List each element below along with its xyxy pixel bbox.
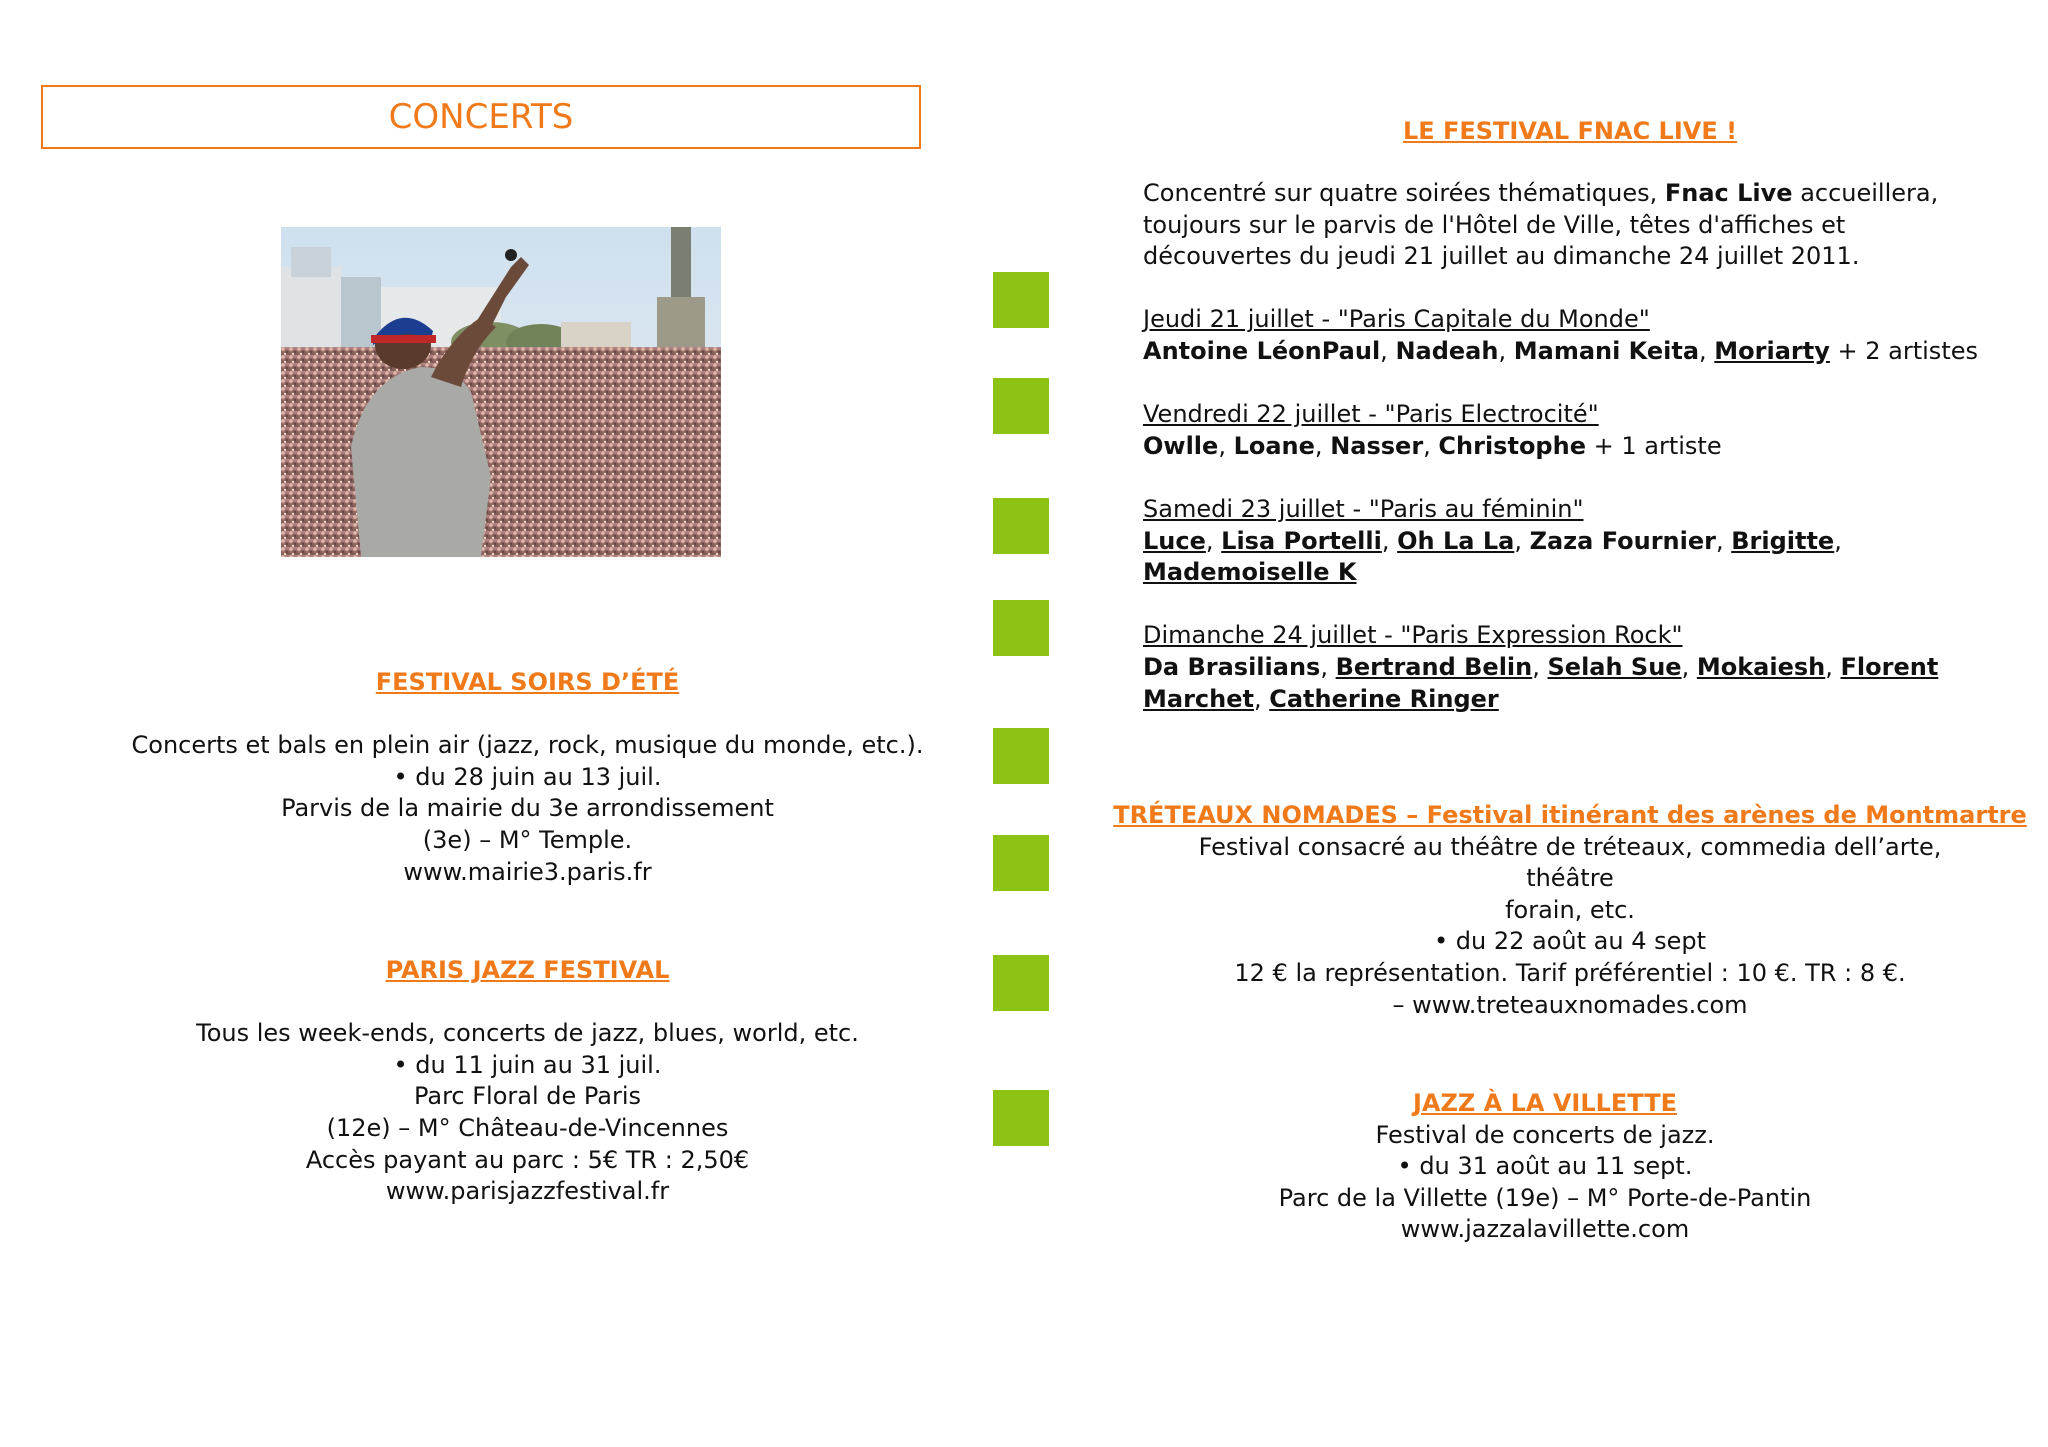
artist-link[interactable]: Moriarty [1714, 336, 1830, 365]
artist-link[interactable]: Lisa Portelli [1221, 526, 1382, 555]
fnac-live-artists: Marchet, Catherine Ringer [1143, 684, 1499, 713]
fnac-live-artists: Antoine LéonPaul, Nadeah, Mamani Keita, Moriarty + 2 artistes [1143, 336, 1978, 365]
jazz-villette-line: • du 31 août au 11 sept. [1397, 1152, 1693, 1181]
fnac-live-day-title: Jeudi 21 juillet - "Paris Capitale du Monde" [1143, 305, 1650, 334]
treteaux-nomades-title: TRÉTEAUX NOMADES – Festival itinérant des arènes de Montmartre [1113, 801, 2027, 829]
festival-soirs-ete-title: FESTIVAL SOIRS D’ÉTÉ [375, 668, 680, 696]
festival-soirs-ete-line: (3e) – M° Temple. [422, 825, 633, 854]
paris-jazz-festival-line: Parc Floral de Paris [413, 1082, 642, 1111]
page-title: CONCERTS [41, 85, 921, 149]
artist-link[interactable]: Mokaiesh [1696, 652, 1826, 681]
green-square-decoration [993, 600, 1049, 656]
festival-soirs-ete-line: Parvis de la mairie du 3e arrondissement [281, 794, 774, 823]
green-square-decoration [993, 955, 1049, 1011]
green-square-decoration [993, 1090, 1049, 1146]
fnac-live-section [1143, 178, 2033, 715]
green-square-decoration [993, 728, 1049, 784]
artist-link[interactable]: Brigitte [1731, 526, 1835, 555]
artist-link[interactable]: Selah Sue [1547, 652, 1682, 681]
fnac-live-artists: Owlle, Loane, Nasser, Christophe + 1 artiste [1143, 431, 1722, 460]
artist-link[interactable]: Bertrand Belin [1335, 652, 1533, 681]
artist-link[interactable]: Marchet [1143, 684, 1254, 713]
festival-soirs-ete-line: • du 28 juin au 13 juil. [393, 762, 662, 791]
paris-jazz-festival-line: Accès payant au parc : 5€ TR : 2,50€ [305, 1145, 750, 1174]
paris-jazz-festival-section [50, 955, 1005, 1208]
paris-jazz-festival-title: PARIS JAZZ FESTIVAL [385, 956, 670, 984]
fnac-live-day-title: Dimanche 24 juillet - "Paris Expression Rock" [1143, 621, 1683, 650]
treteaux-nomades-line: forain, etc. [1505, 895, 1635, 924]
jazz-villette-line: Festival de concerts de jazz. [1375, 1120, 1715, 1149]
paris-jazz-festival-line: www.parisjazzfestival.fr [385, 1177, 670, 1206]
green-square-decoration [993, 835, 1049, 891]
treteaux-nomades-line: théâtre [1526, 864, 1614, 893]
artist-link[interactable]: Luce [1143, 526, 1206, 555]
fnac-live-artists: Da Brasilians, Bertrand Belin, Selah Sue, Mokaiesh, Florent [1143, 652, 1939, 681]
concert-photo-image [281, 227, 721, 557]
concert-photo [281, 227, 721, 557]
treteaux-nomades-line: Festival consacré au théâtre de tréteaux, commedia dell’arte, [1198, 832, 1942, 861]
jazz-villette-line: www.jazzalavillette.com [1400, 1215, 1690, 1244]
artist-link[interactable]: Florent [1840, 652, 1939, 681]
fnac-live-intro: toujours sur le parvis de l'Hôtel de Ville, têtes d'affiches et [1143, 210, 1846, 239]
treteaux-nomades-line: 12 € la représentation. Tarif préférentiel : 10 €. TR : 8 €. [1234, 958, 1906, 987]
fnac-live-intro: Concentré sur quatre soirées thématiques, Fnac Live accueillera, [1143, 179, 1939, 207]
green-square-decoration [993, 498, 1049, 554]
fnac-live-title: LE FESTIVAL FNAC LIVE ! [1402, 117, 1738, 145]
festival-soirs-ete-section [50, 667, 1005, 888]
green-square-decoration [993, 378, 1049, 434]
paris-jazz-festival-line: • du 11 juin au 31 juil. [393, 1050, 662, 1079]
fnac-live-intro: découvertes du jeudi 21 juillet au dimanche 24 juillet 2011. [1143, 242, 1860, 271]
paris-jazz-festival-line: Tous les week-ends, concerts de jazz, blues, world, etc. [196, 1019, 859, 1048]
green-square-decoration [993, 272, 1049, 328]
fnac-live-artists [1143, 557, 2033, 589]
treteaux-nomades-line: • du 22 août au 4 sept [1433, 927, 1707, 956]
treteaux-nomades-section [1110, 800, 2030, 1021]
artist-link[interactable]: Oh La La [1397, 526, 1515, 555]
fnac-live-artists: Luce, Lisa Portelli, Oh La La, Zaza Fournier, Brigitte, [1143, 526, 1842, 555]
paris-jazz-festival-line: (12e) – M° Château-de-Vincennes [326, 1113, 729, 1142]
jazz-villette-title: JAZZ À LA VILLETTE [1413, 1089, 1677, 1117]
jazz-villette-section [1085, 1088, 2005, 1246]
treteaux-nomades-line: – www.treteauxnomades.com [1392, 990, 1748, 1019]
artist-link[interactable]: Catherine Ringer [1269, 684, 1499, 713]
artist-link[interactable]: Mademoiselle K [1143, 558, 1357, 587]
fnac-live-day-title: Samedi 23 juillet - "Paris au féminin" [1143, 494, 1584, 523]
festival-soirs-ete-line: Concerts et bals en plein air (jazz, rock, musique du monde, etc.). [131, 731, 924, 760]
jazz-villette-line: Parc de la Villette (19e) – M° Porte-de-Pantin [1278, 1183, 1812, 1212]
fnac-live-day-title: Vendredi 22 juillet - "Paris Electrocité" [1143, 400, 1599, 429]
festival-soirs-ete-line: www.mairie3.paris.fr [403, 857, 652, 886]
